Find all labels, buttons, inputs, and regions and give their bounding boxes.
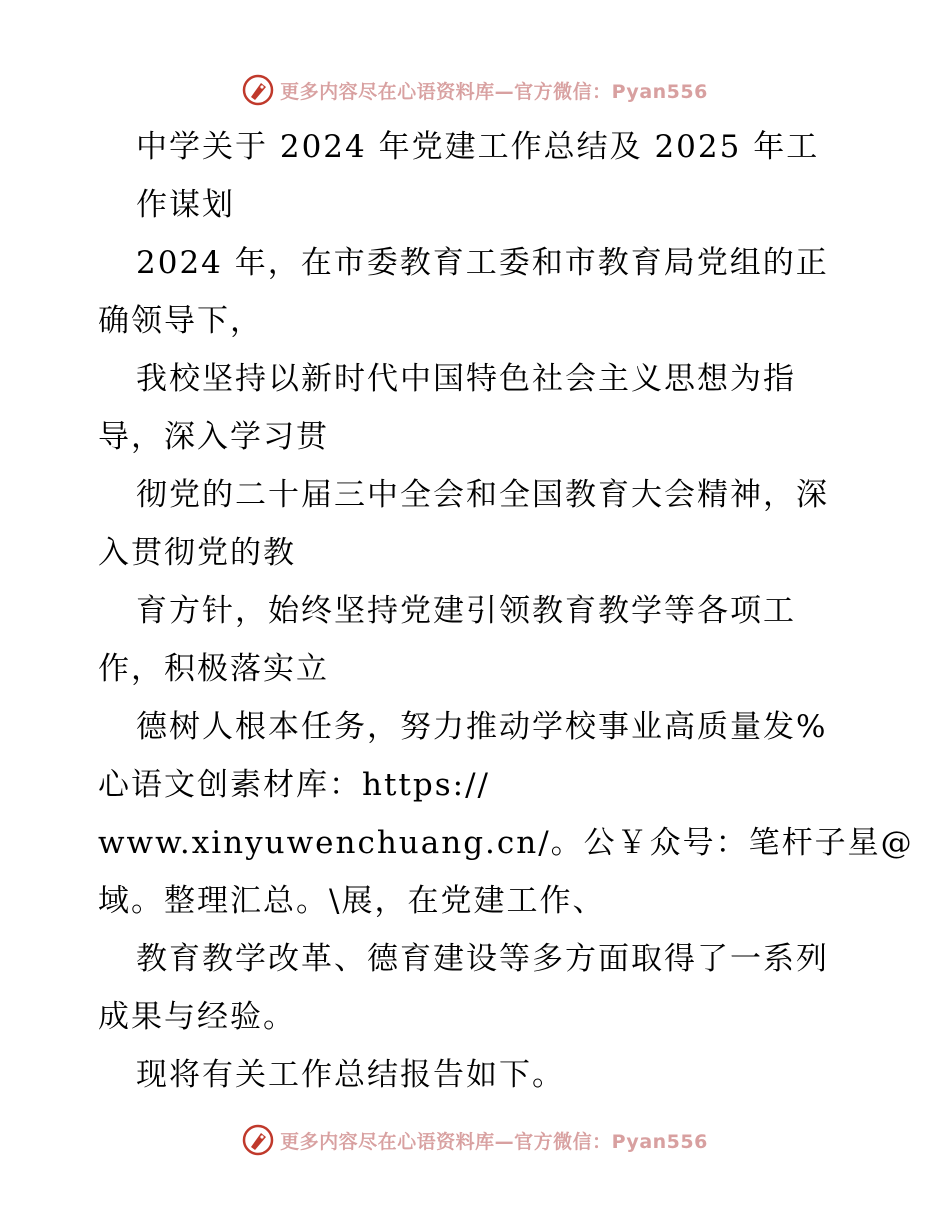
- paragraph-line: 现将有关工作总结报告如下。: [136, 1057, 565, 1093]
- paragraph-line: 作，积极落实立: [98, 651, 329, 687]
- title-line-2: 作谋划: [136, 187, 235, 223]
- paragraph-line: 育方针，始终坚持党建引领教育教学等各项工: [136, 593, 796, 629]
- title-line-1: 中学关于 2024 年党建工作总结及 2025 年工: [136, 129, 820, 165]
- document-body: [98, 118, 914, 1104]
- paragraph-line: 2024 年，在市委教育工委和市教育局党组的正: [136, 245, 829, 281]
- header-banner: [0, 70, 950, 110]
- paragraph-line: 我校坚持以新时代中国特色社会主义思想为指: [136, 361, 796, 397]
- paragraph-line: 教育教学改革、德育建设等多方面取得了一系列: [136, 941, 829, 977]
- paragraph-line: 心语文创素材库：https://: [98, 767, 490, 803]
- paragraph-line: 彻党的二十届三中全会和全国教育大会精神，深: [136, 477, 829, 513]
- paragraph-line: 入贯彻党的教: [98, 535, 296, 571]
- paragraph-line: 成果与经验。: [98, 999, 296, 1035]
- pen-nib-logo-icon: [242, 1124, 274, 1156]
- pen-nib-logo-icon: [242, 74, 274, 106]
- footer-banner: [0, 1120, 950, 1160]
- paragraph-line: 域。整理汇总。\展，在党建工作、: [98, 883, 606, 919]
- paragraph-line: www.xinyuwenchuang.cn/。公￥众号：笔杆子星@: [98, 825, 914, 861]
- footer-banner-text: 更多内容尽在心语资料库—官方微信：Pyan556: [280, 1130, 708, 1153]
- paragraph-line: 德树人根本任务，努力推动学校事业高质量发%: [136, 709, 828, 745]
- paragraph-line: 确领导下，: [98, 303, 263, 339]
- paragraph-line: 导，深入学习贯: [98, 419, 329, 455]
- header-banner-text: 更多内容尽在心语资料库—官方微信：Pyan556: [280, 80, 708, 103]
